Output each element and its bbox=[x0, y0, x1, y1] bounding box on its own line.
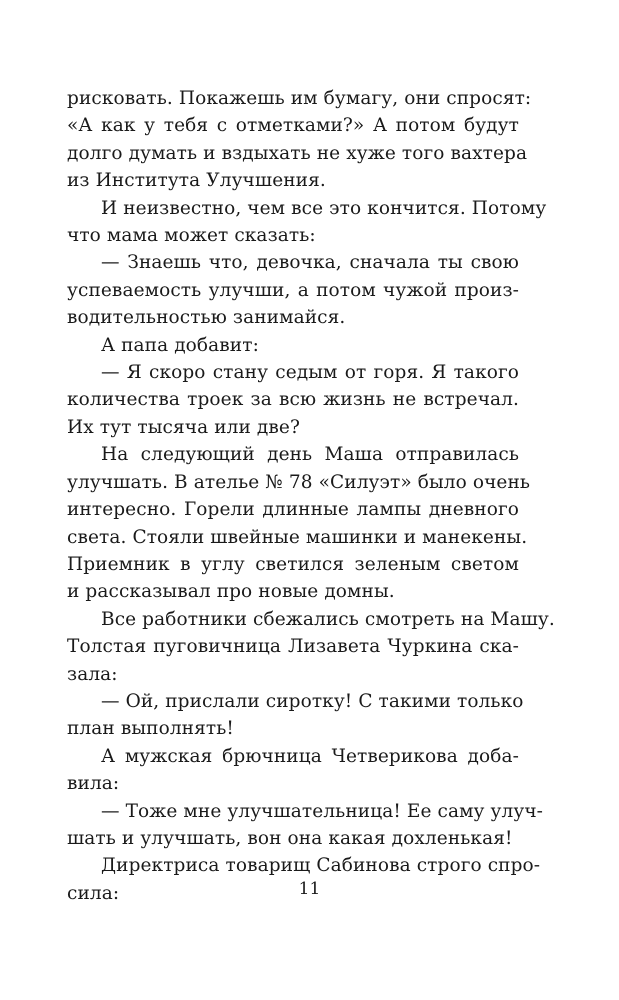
text-line: И неизвестно, чем все это кончится. Потому bbox=[101, 197, 547, 219]
text-line: Их тут тысяча или две? bbox=[67, 416, 300, 438]
text-line: долго думать и вздыхать не хуже того вахтера bbox=[67, 142, 528, 164]
paragraph bbox=[67, 688, 524, 743]
text-line: — Я скоро стану седым от горя. Я такого bbox=[101, 362, 519, 384]
paragraph bbox=[67, 743, 519, 798]
text-line: Приемник в углу светился зеленым светом bbox=[67, 553, 519, 575]
text-line: из Института Улучшения. bbox=[67, 170, 326, 192]
text-line: — Знаешь что, девочка, сначала ты свою bbox=[101, 252, 519, 274]
text-line: вила: bbox=[67, 773, 120, 795]
paragraph bbox=[67, 359, 519, 441]
paragraph bbox=[67, 195, 547, 250]
text-line: интересно. Горели длинные лампы дневного bbox=[67, 499, 519, 521]
text-line: — Тоже мне улучшательница! Ее саму улуч- bbox=[101, 800, 544, 822]
text-line: успеваемость улучши, а потом чужой произ- bbox=[67, 279, 519, 301]
text-line: Толстая пуговичница Лизавета Чуркина ска- bbox=[67, 636, 519, 658]
text-line: и рассказывал про новые домны. bbox=[67, 581, 395, 603]
text-line: количества троек за всю жизнь не встречал. bbox=[67, 389, 519, 411]
text-line: водительностью занимайся. bbox=[67, 307, 346, 329]
text-line: сила: bbox=[67, 882, 120, 904]
text-line: план выполнять! bbox=[67, 718, 234, 740]
paragraph bbox=[67, 332, 519, 359]
text-line: света. Стояли швейные машинки и манекены. bbox=[67, 526, 528, 548]
text-line: рисковать. Покажешь им бумагу, они спросят: bbox=[67, 88, 532, 109]
text-line: что мама может сказать: bbox=[67, 225, 316, 247]
page-body bbox=[67, 85, 555, 907]
text-line: Директриса товарищ Сабинова строго спро- bbox=[101, 855, 541, 877]
text-line: А мужская брючница Четверикова доба- bbox=[101, 745, 519, 767]
paragraph bbox=[67, 606, 555, 688]
text-line: зала: bbox=[67, 663, 118, 685]
text-line: шать и улучшать, вон она какая дохленькая! bbox=[67, 827, 513, 849]
paragraph bbox=[67, 798, 544, 853]
text-line: улучшать. В ателье № 78 «Силуэт» было очень bbox=[67, 471, 531, 493]
text-line: На следующий день Маша отправилась bbox=[101, 444, 519, 466]
text-line: «А как у тебя с отметками?» А потом будут bbox=[67, 115, 519, 137]
paragraph bbox=[67, 441, 531, 605]
paragraph bbox=[67, 85, 532, 195]
paragraph bbox=[67, 249, 519, 331]
page-number: 11 bbox=[298, 879, 321, 899]
text-line: Все работники сбежались смотреть на Машу. bbox=[101, 608, 555, 630]
text-line: А папа добавит: bbox=[101, 334, 259, 356]
text-line: — Ой, прислали сиротку! С такими только bbox=[101, 690, 524, 712]
